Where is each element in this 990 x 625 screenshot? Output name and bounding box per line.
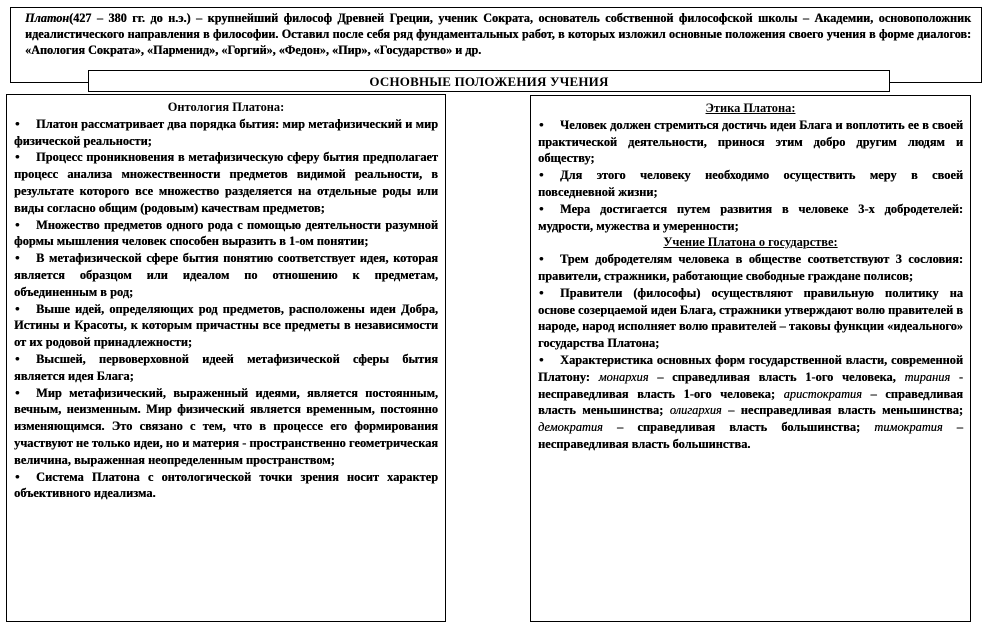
state-title: Учение Платона о государстве: (663, 235, 838, 250)
form-tyranny: тирания (904, 369, 951, 384)
forms-lead: Характеристика основных форм государственной власти, современной Платону: (538, 352, 963, 384)
list-item: • В метафизической сфере бытия понятию соответствует идея, которая является образцом или идеалом по отношению к предметам, объединенным в род; (14, 250, 438, 300)
list-item: • Человек должен стремиться достичь идеи Блага и воплотить ее в своей практической деятельности, принося этим добро другим людям и обществу; (538, 117, 963, 167)
list-item: • Платон рассматривает два порядка бытия: мир метафизический и мир физической реальности; (14, 116, 438, 150)
form-democracy: демократия (538, 420, 603, 435)
government-forms-item (538, 352, 963, 453)
list-item: • Система Платона с онтологической точки зрения носит характер объективного идеализма. (14, 469, 438, 503)
form-timocracy-desc: – несправедливая власть большинства. (538, 420, 963, 451)
list-item: • Для этого человеку необходимо осуществить меру в своей повседневной жизни; (538, 167, 963, 201)
list-item: • Множество предметов одного рода с помощью деятельности разумной формы мышления человек способен выразить в 1-ом понятии; (14, 217, 438, 251)
list-item: • Выше идей, определяющих род предметов, расположены идеи Добра, Истины и Красоты, к которым причастны все предметы в независимости от их родовой принадлежности; (14, 301, 438, 351)
ontology-title: Онтология Платона: (167, 100, 285, 114)
list-item: • Мера достигается путем развития в человеке 3-х добродетелей: мудрости, мужества и умеренности; (538, 201, 963, 235)
list-item: • Правители (философы) осуществляют правильную политику на основе созерцаемой идеи Блага, стражники утверждают волю правителей в народе, народ исполняет волю правителей – таковы функции «идеального» государства Платона; (538, 285, 963, 352)
form-aristocracy: аристократия (783, 386, 862, 401)
form-oligarchy-desc: – несправедливая власть меньшинства; (721, 403, 964, 418)
ethics-title: Этика Платона: (705, 101, 796, 115)
list-item: • Трем добродетелям человека в обществе соответствуют 3 сословия: правители, стражники, работающие свободные граждане полисов; (538, 251, 963, 285)
form-monarchy: монархия (598, 369, 649, 384)
list-item: • Процесс проникновения в метафизическую сферу бытия предполагает процесс анализа множественности предметов видимой реальности, в результате которого все множество разделяется на отдельные роды или виды согласно общим (родовым) качествам предметов; (14, 149, 438, 216)
state-list (538, 251, 963, 453)
list-item: • Мир метафизический, выраженный идеями, является постоянным, вечным, неизменным. Мир физический является временным, постоянно изменяющимся. Это связано с тем, что в процессе его формирования участвуют не только идеи, но и материя - пространственно геометрическая величина, выраженная неопределенным пространством; (14, 385, 438, 469)
form-democracy-desc: – справедливая власть большинства; (602, 420, 875, 435)
ethics-list (538, 117, 963, 235)
form-timocracy: тимократия (874, 420, 943, 435)
section-banner: ОСНОВНЫЕ ПОЛОЖЕНИЯ УЧЕНИЯ (88, 70, 890, 92)
form-tyranny-desc: - несправедливая власть 1-ого человека; (538, 369, 963, 401)
author-name: Платон (25, 11, 70, 25)
ontology-list (14, 116, 438, 502)
form-oligarchy: олигархия (669, 403, 722, 418)
ethics-state-column (530, 95, 971, 622)
form-monarchy-desc: – справедливая власть 1-ого человека, (648, 369, 905, 384)
list-item: • Высшей, первоверховной идеей метафизической сферы бытия является идея Блага; (14, 351, 438, 385)
ontology-column (6, 94, 446, 622)
intro-text: (427 – 380 гг. до н.э.) – крупнейший философ Древней Греции, ученик Сократа, основатель собственной философской школы – Академии, основоположник идеалистического направления в философии. Оставил после себя ряд фундаментальных работ, в которых изложил основные положения своего учения в форме диалогов: «Апология Сократа», «Парменид», «Горгий», «Федон», «Пир», «Государство» и др. (25, 11, 971, 58)
form-aristocracy-desc: – справедливая власть меньшинства; (538, 386, 964, 418)
